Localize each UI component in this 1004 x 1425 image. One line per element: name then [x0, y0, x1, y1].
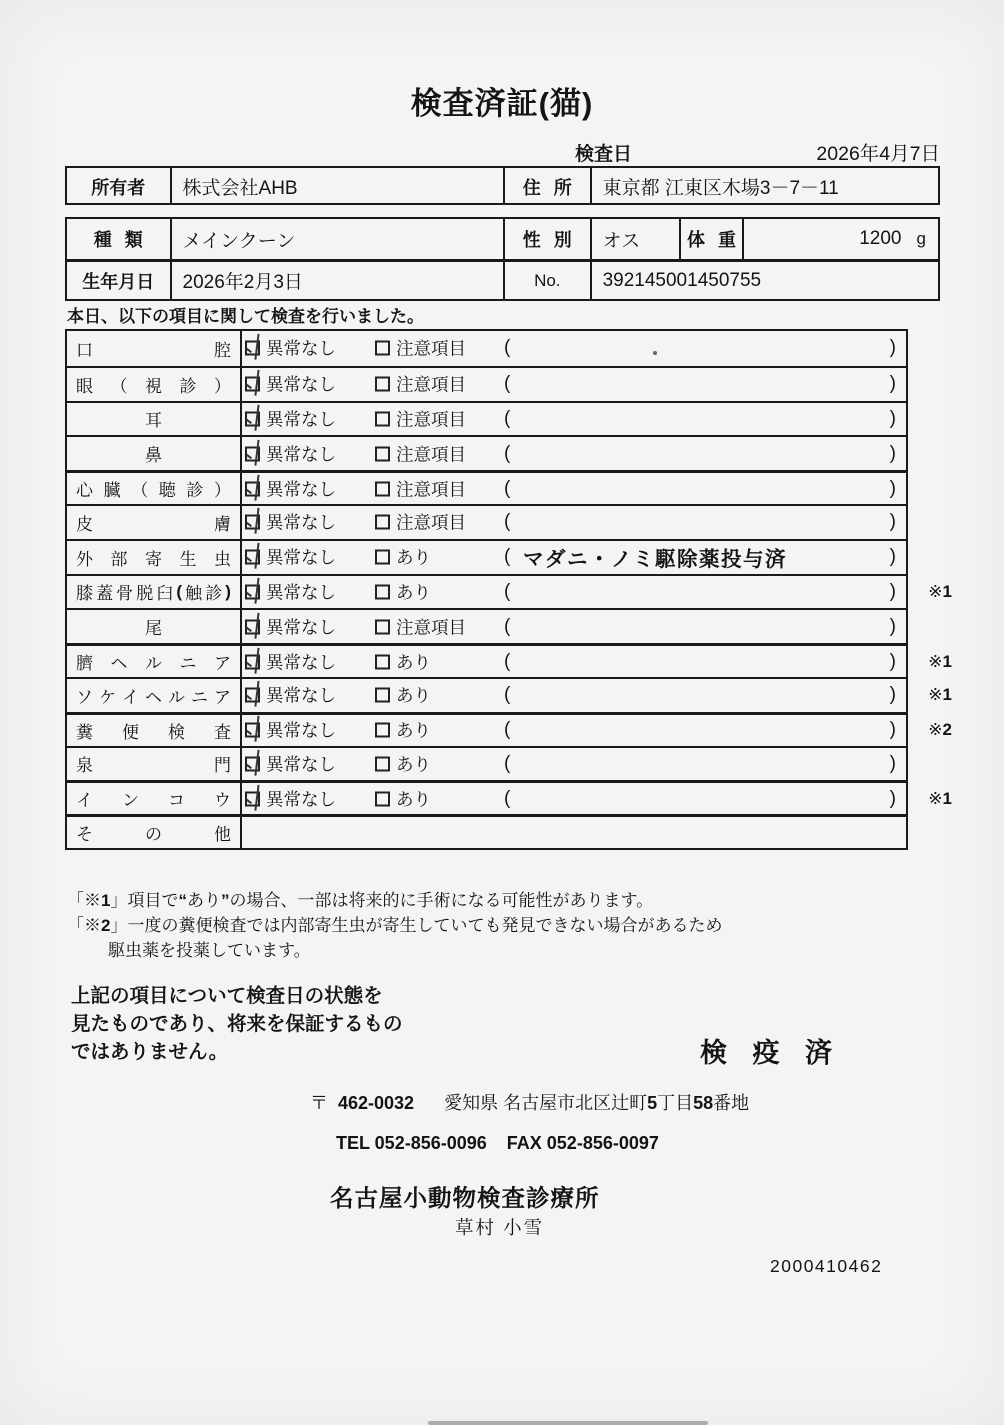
disclaimer-line-1: 上記の項目について検査日の状態を	[71, 985, 383, 1007]
option-normal	[245, 751, 336, 776]
inspection-date-label: 検査日	[575, 144, 633, 165]
footnotes	[67, 888, 722, 963]
footnote-mark: ※2	[928, 720, 952, 740]
exam-item-label: ソ ケ イ ヘ ル ニ ア	[67, 679, 242, 712]
option-caution-label: 注意項目	[396, 338, 466, 359]
option-caution	[375, 336, 466, 361]
option-normal	[245, 718, 336, 743]
checkbox-checked-icon	[245, 446, 260, 461]
option-present-label: あり	[396, 547, 431, 568]
option-caution-label: 注意項目	[396, 617, 466, 638]
exam-item-label: 口 腔	[67, 331, 242, 366]
exam-item-label: 耳	[67, 403, 242, 436]
paren-open: (	[504, 477, 511, 499]
option-normal	[245, 683, 336, 708]
option-normal	[245, 372, 336, 397]
option-normal-label: 異常なし	[266, 617, 336, 638]
exam-item-label: イ ン コ ウ	[67, 783, 242, 814]
address-value: 東京都 江東区木場3－7－11	[602, 178, 839, 199]
exam-row-nose	[67, 435, 906, 470]
option-caution	[375, 441, 466, 466]
footnote-mark: ※1	[928, 685, 952, 705]
option-caution-label: 注意項目	[396, 374, 466, 395]
exam-row-ears	[67, 401, 906, 436]
exam-row-fecal-test	[67, 712, 952, 746]
checkbox-checked-icon	[245, 723, 260, 738]
option-normal	[245, 510, 336, 535]
paren-open: (	[504, 580, 511, 602]
paren-close: )	[889, 650, 896, 672]
owner-table	[65, 166, 940, 205]
checkbox-checked-icon	[245, 791, 260, 806]
owner-value: 株式会社AHB	[172, 168, 505, 205]
option-present	[375, 579, 431, 604]
checkbox-empty-icon	[375, 481, 390, 496]
footnote-mark: ※1	[928, 651, 952, 671]
option-normal-label: 異常なし	[266, 789, 336, 810]
exam-row-tail	[67, 608, 906, 643]
pet-table	[65, 217, 940, 301]
option-caution	[375, 476, 466, 501]
option-caution-label: 注意項目	[396, 512, 466, 533]
clinic-tel: TEL 052-856-0096	[336, 1133, 487, 1153]
exam-item-label: 臍 ヘ ル ニ ア	[67, 646, 242, 677]
paren-open: (	[504, 546, 511, 568]
option-normal	[245, 786, 336, 811]
exam-item-label: 鼻	[67, 437, 242, 470]
paren-close: )	[889, 373, 896, 395]
option-caution	[375, 510, 466, 535]
footnote-mark: ※1	[928, 788, 952, 808]
veterinarian-name: 草村 小雪	[455, 1217, 545, 1238]
checkbox-checked-icon	[245, 619, 260, 634]
exam-row-eyes	[67, 366, 906, 401]
option-present-label: あり	[396, 720, 431, 741]
paren-open: (	[504, 787, 511, 809]
paren-close: )	[889, 546, 896, 568]
checkbox-checked-icon	[245, 584, 260, 599]
paren-close: )	[889, 580, 896, 602]
option-normal	[245, 649, 336, 674]
checkbox-checked-icon	[245, 341, 260, 356]
exam-item-label: そ の 他	[67, 817, 242, 848]
exam-item-label: 皮 膚	[67, 506, 242, 539]
owner-row	[67, 168, 938, 205]
option-caution	[375, 372, 466, 397]
option-normal	[245, 476, 336, 501]
weight-unit: g	[916, 229, 926, 248]
weight-label: 体 重	[681, 219, 744, 259]
footnote-mark: ※1	[928, 581, 952, 601]
checkbox-empty-icon	[375, 377, 390, 392]
postal-code: 462-0032	[338, 1093, 415, 1113]
scan-speck	[653, 351, 657, 355]
footnote-2: 「※2」一度の糞便検査では内部寄生虫が寄生していても発見できない場合があるため	[67, 916, 723, 935]
paren-open: (	[504, 684, 511, 706]
clinic-address: 愛知県 名古屋市北区辻町5丁目58番地	[444, 1093, 750, 1113]
checkbox-checked-icon	[245, 481, 260, 496]
checkbox-checked-icon	[245, 654, 260, 669]
option-normal-label: 異常なし	[266, 754, 336, 775]
paren-close: )	[889, 787, 896, 809]
address-label: 住 所	[505, 168, 592, 205]
option-present-label: あり	[396, 789, 431, 810]
option-normal-label: 異常なし	[266, 374, 336, 395]
exam-row-inkou	[67, 780, 952, 814]
option-normal-label: 異常なし	[266, 547, 336, 568]
birthdate-value: 2026年2月3日	[172, 262, 505, 299]
paren-close: )	[889, 337, 896, 359]
checkbox-empty-icon	[375, 688, 390, 703]
option-caution-label: 注意項目	[396, 409, 466, 430]
footnote-1: 「※1」項目で“あり”の場合、一部は将来的に手術になる可能性があります。	[67, 891, 654, 910]
sex-label: 性 別	[505, 219, 592, 259]
option-present	[375, 649, 431, 674]
option-normal	[245, 579, 336, 604]
option-normal-label: 異常なし	[266, 582, 336, 603]
paren-open: (	[504, 337, 511, 359]
checkbox-checked-icon	[245, 515, 260, 530]
postal-mark: 〒	[310, 1093, 328, 1113]
checkbox-empty-icon	[375, 619, 390, 634]
option-normal	[245, 545, 336, 570]
paren-open: (	[504, 407, 511, 429]
exam-row-patella	[67, 574, 952, 609]
exam-row-other	[67, 814, 906, 848]
exam-row-inguinal-hernia	[67, 677, 952, 712]
exam-item-label: 尾	[67, 610, 242, 643]
option-normal-label: 異常なし	[266, 512, 336, 533]
option-present	[375, 545, 431, 570]
number-label: No.	[505, 262, 592, 299]
option-normal-label: 異常なし	[266, 479, 336, 500]
option-caution	[375, 614, 466, 639]
checkbox-empty-icon	[375, 654, 390, 669]
exam-item-label: 糞 便 検 査	[67, 715, 242, 746]
checkbox-checked-icon	[245, 411, 260, 426]
exam-item-label: 心 臓 （ 聴 診 ）	[67, 473, 242, 504]
paren-close: )	[889, 477, 896, 499]
disclaimer-line-3: ではありません。	[71, 1041, 229, 1063]
clinic-telfax-line	[336, 1133, 659, 1154]
option-normal	[245, 441, 336, 466]
exam-item-label: 外 部 寄 生 虫	[67, 541, 242, 574]
option-normal	[245, 336, 336, 361]
pet-row-1	[67, 219, 938, 259]
birthdate-label: 生年月日	[67, 262, 172, 299]
checkbox-empty-icon	[375, 550, 390, 565]
option-normal-label: 異常なし	[266, 338, 336, 359]
option-normal-label: 異常なし	[266, 409, 336, 430]
option-caution-label: 注意項目	[396, 444, 466, 465]
inspection-date-value: 2026年4月7日	[816, 143, 940, 165]
exam-row-ectoparasites	[67, 539, 906, 574]
quarantine-stamp: 検 疫 済	[700, 1038, 842, 1068]
paren-open: (	[504, 373, 511, 395]
paren-open: (	[504, 615, 511, 637]
breed-label: 種 類	[67, 219, 172, 259]
checkbox-checked-icon	[245, 756, 260, 771]
paren-close: )	[889, 719, 896, 741]
pet-row-2	[67, 259, 938, 299]
paren-open: (	[504, 442, 511, 464]
option-caution-label: 注意項目	[396, 479, 466, 500]
checkbox-checked-icon	[245, 377, 260, 392]
option-normal-label: 異常なし	[266, 652, 336, 673]
checkbox-empty-icon	[375, 791, 390, 806]
paren-close: )	[889, 752, 896, 774]
number-value: 392145001450755	[602, 269, 762, 291]
checkbox-checked-icon	[245, 550, 260, 565]
paren-open: (	[504, 752, 511, 774]
clinic-fax: FAX 052-856-0097	[506, 1133, 659, 1153]
weight-cell	[744, 219, 938, 259]
option-present	[375, 718, 431, 743]
disclaimer-line-2: 見たものであり、将来を保証するもの	[71, 1013, 403, 1035]
paren-open: (	[504, 719, 511, 741]
paren-close: )	[889, 407, 896, 429]
option-normal-label: 異常なし	[266, 685, 336, 706]
weight-value: 1200	[859, 228, 902, 249]
option-normal	[245, 406, 336, 431]
paren-open: (	[504, 511, 511, 533]
option-normal-label: 異常なし	[266, 720, 336, 741]
option-present	[375, 786, 431, 811]
option-present	[375, 683, 431, 708]
exam-item-label: 眼 （ 視 診 ）	[67, 368, 242, 401]
checkbox-empty-icon	[375, 341, 390, 356]
owner-label: 所有者	[67, 168, 172, 205]
footnote-2-continued: 駆虫薬を投薬しています。	[108, 941, 311, 960]
checkbox-empty-icon	[375, 411, 390, 426]
scan-edge-smudge	[428, 1421, 708, 1425]
option-present-label: あり	[396, 754, 431, 775]
checkbox-empty-icon	[375, 756, 390, 771]
checkbox-empty-icon	[375, 446, 390, 461]
paren-close: )	[889, 615, 896, 637]
breed-value: メインクーン	[172, 219, 505, 259]
exam-table	[65, 329, 952, 850]
option-present-label: あり	[396, 685, 431, 706]
paren-open: (	[504, 650, 511, 672]
exam-item-label: 泉 門	[67, 748, 242, 781]
serial-number: 2000410462	[770, 1256, 883, 1276]
exam-row-oral	[67, 331, 906, 366]
clinic-name: 名古屋小動物検査診療所	[330, 1185, 600, 1211]
sex-value: オス	[592, 219, 682, 259]
paren-close: )	[889, 684, 896, 706]
option-caution	[375, 406, 466, 431]
exam-row-heart	[67, 470, 906, 504]
exam-row-fontanelle	[67, 746, 906, 781]
checkbox-checked-icon	[245, 688, 260, 703]
option-normal	[245, 614, 336, 639]
option-present	[375, 751, 431, 776]
paren-close: )	[889, 442, 896, 464]
exam-item-label: 膝 蓋 骨 脱 臼 ( 触 診 )	[67, 576, 242, 609]
option-present-label: あり	[396, 652, 431, 673]
exam-statement: 本日、以下の項目に関して検査を行いました。	[67, 307, 424, 326]
paren-close: )	[889, 511, 896, 533]
checkbox-empty-icon	[375, 723, 390, 738]
exam-row-umbilical-hernia	[67, 643, 952, 677]
option-normal-label: 異常なし	[266, 444, 336, 465]
exam-row-skin	[67, 504, 906, 539]
remark-text: マダニ・ノミ駆除薬投与済	[523, 548, 787, 572]
option-present-label: あり	[396, 582, 431, 603]
checkbox-empty-icon	[375, 515, 390, 530]
clinic-postal-line	[310, 1089, 749, 1115]
disclaimer	[71, 982, 403, 1066]
document-title: 検査済証(猫)	[410, 86, 594, 121]
checkbox-empty-icon	[375, 584, 390, 599]
